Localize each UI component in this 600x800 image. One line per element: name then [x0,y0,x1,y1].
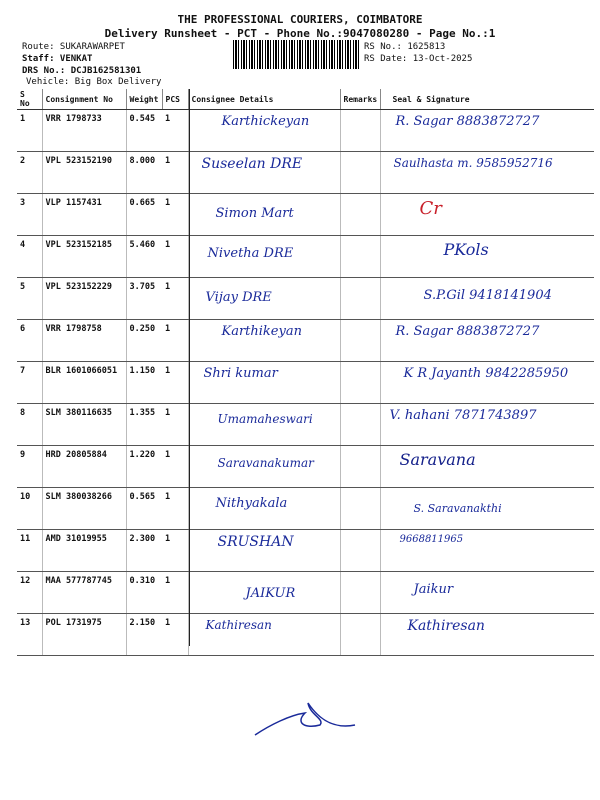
route-label: Route: SUKARAWARPET [22,42,125,52]
cell-remarks [340,614,380,656]
supervisor-signature [250,695,360,745]
col-consignment: Consignment No [42,89,126,110]
column-divider [189,89,190,646]
cell-remarks [340,278,380,320]
cell-weight: 0.545 [126,110,162,152]
cell-sno: 5 [17,278,42,320]
cell-pcs: 1 [162,194,188,236]
consignee-handwriting: Simon Mart [215,206,294,221]
cell-pcs: 1 [162,488,188,530]
cell-consignment: VRR 1798733 [42,110,126,152]
table-row [17,488,594,530]
cell-remarks [340,110,380,152]
cell-weight: 3.705 [126,278,162,320]
cell-consignment: SLM 380038266 [42,488,126,530]
signature-handwriting: R. Sagar 8883872727 [395,324,540,339]
drs-number: DRS No.: DCJB162581301 [22,66,142,76]
cell-sno: 12 [17,572,42,614]
cell-pcs: 1 [162,614,188,656]
signature-handwriting: V. hahani 7871743897 [389,408,537,423]
cell-sno: 3 [17,194,42,236]
consignee-handwriting: Saravanakumar [217,456,314,470]
col-consignee: Consignee Details [188,89,340,110]
consignee-handwriting: Karthickeyan [221,114,310,129]
cell-pcs: 1 [162,110,188,152]
cell-weight: 0.565 [126,488,162,530]
cell-consignment: SLM 380116635 [42,404,126,446]
cell-remarks [340,572,380,614]
runsheet-table [17,89,594,656]
consignee-handwriting: Nivetha DRE [207,246,294,261]
table-row [17,530,594,572]
cell-pcs: 1 [162,152,188,194]
col-remarks: Remarks [340,89,380,110]
consignee-handwriting: Karthikeyan [221,324,302,339]
table-row [17,572,594,614]
cell-sno: 1 [17,110,42,152]
cell-consignment: HRD 20805884 [42,446,126,488]
cell-consignment: VPL 523152190 [42,152,126,194]
consignee-handwriting: Nithyakala [215,496,288,511]
cell-remarks [340,194,380,236]
signature-handwriting: PKols [443,240,489,259]
cell-weight: 2.150 [126,614,162,656]
cell-sno: 4 [17,236,42,278]
col-sno: S No [17,89,42,110]
cell-pcs: 1 [162,236,188,278]
cell-weight: 2.300 [126,530,162,572]
cell-sno: 11 [17,530,42,572]
signature-handwriting: R. Sagar 8883872727 [395,114,540,129]
consignee-handwriting: Suseelan DRE [201,156,303,172]
consignee-handwriting: Vijay DRE [205,290,272,305]
rs-date: RS Date: 13-Oct-2025 [364,54,473,64]
consignee-handwriting: JAIKUR [245,586,296,601]
cell-weight: 5.460 [126,236,162,278]
signature-handwriting: S.P.Gil 9418141904 [423,288,552,303]
table-row [17,152,594,194]
col-pcs: PCS [162,89,188,110]
vehicle-label: Vehicle: Big Box Delivery [26,77,162,87]
table-row [17,236,594,278]
table-row [17,320,594,362]
col-signature: Seal & Signature [380,89,594,110]
table-row [17,278,594,320]
cell-pcs: 1 [162,530,188,572]
signature-handwriting: S. Saravanakthi [413,502,502,515]
cell-pcs: 1 [162,404,188,446]
col-weight: Weight [126,89,162,110]
signature-handwriting: Cr [419,198,442,219]
cell-remarks [340,152,380,194]
signature-handwriting: Saravana [399,450,476,469]
cell-sno: 7 [17,362,42,404]
runsheet-subtitle: Delivery Runsheet - PCT - Phone No.:9047080280 - Page No.:1 [104,27,496,40]
consignee-handwriting: Shri kumar [203,366,278,381]
table-row [17,446,594,488]
cell-remarks [340,362,380,404]
table-row [17,362,594,404]
cell-pcs: 1 [162,572,188,614]
cell-consignment: POL 1731975 [42,614,126,656]
cell-weight: 1.150 [126,362,162,404]
signature-handwriting: K R Jayanth 9842285950 [403,366,569,381]
company-title: THE PROFESSIONAL COURIERS, COIMBATORE [177,13,423,26]
signature-handwriting: Saulhasta m. 9585952716 [393,156,553,170]
cell-sno: 13 [17,614,42,656]
cell-pcs: 1 [162,362,188,404]
cell-weight: 0.665 [126,194,162,236]
staff-label: Staff: VENKAT [22,54,93,64]
cell-consignment: VLP 1157431 [42,194,126,236]
cell-weight: 1.355 [126,404,162,446]
table-header-row [17,89,594,110]
signature-handwriting: Kathiresan [407,618,485,634]
cell-sno: 2 [17,152,42,194]
cell-weight: 8.000 [126,152,162,194]
rs-number: RS No.: 1625813 [364,42,446,52]
cell-consignment: MAA 577787745 [42,572,126,614]
cell-consignment: VPL 523152185 [42,236,126,278]
cell-pcs: 1 [162,278,188,320]
cell-pcs: 1 [162,320,188,362]
cell-weight: 0.310 [126,572,162,614]
table-row [17,110,594,152]
table-row [17,404,594,446]
barcode-image [233,40,361,69]
cell-remarks [340,530,380,572]
cell-consignment: VPL 523152229 [42,278,126,320]
cell-remarks [340,404,380,446]
cell-consignment: VRR 1798758 [42,320,126,362]
cell-remarks [340,236,380,278]
cell-sno: 10 [17,488,42,530]
signature-handwriting: 9668811965 [399,534,464,545]
signature-handwriting: Jaikur [413,582,454,597]
cell-remarks [340,488,380,530]
cell-weight: 1.220 [126,446,162,488]
cell-consignment: AMD 31019955 [42,530,126,572]
cell-sno: 6 [17,320,42,362]
cell-pcs: 1 [162,446,188,488]
cell-sno: 9 [17,446,42,488]
table-row [17,194,594,236]
table-row [17,614,594,656]
consignee-handwriting: SRUSHAN [217,534,294,550]
cell-consignment: BLR 1601066051 [42,362,126,404]
consignee-handwriting: Umamaheswari [217,412,313,426]
cell-remarks [340,446,380,488]
consignee-handwriting: Kathiresan [205,618,272,632]
cell-weight: 0.250 [126,320,162,362]
cell-remarks [340,320,380,362]
cell-sno: 8 [17,404,42,446]
